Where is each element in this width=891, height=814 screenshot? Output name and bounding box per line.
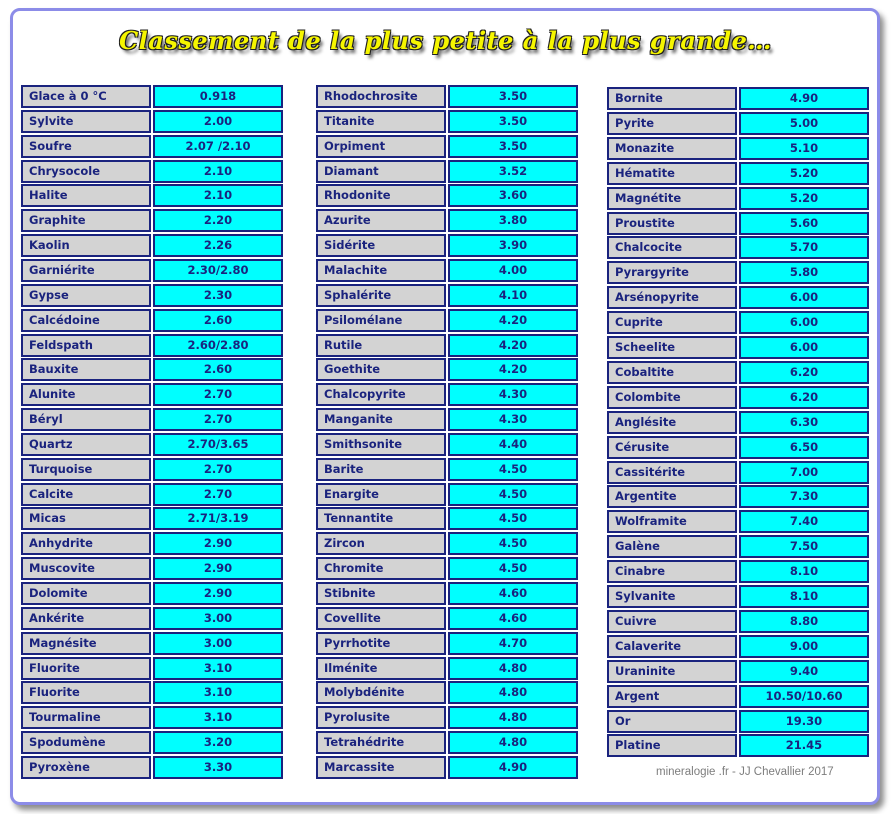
density-value-cell: 2.10	[153, 184, 283, 207]
table-row	[607, 461, 869, 484]
density-value-cell: 3.10	[153, 706, 283, 729]
table-row	[607, 187, 869, 210]
mineral-name-cell: Hématite	[607, 162, 737, 185]
density-value-cell: 5.20	[739, 187, 869, 210]
table-row	[21, 458, 283, 481]
mineral-name-cell: Covellite	[316, 607, 446, 630]
mineral-name-cell: Psilomélane	[316, 309, 446, 332]
density-value-cell: 2.07 /2.10	[153, 135, 283, 158]
mineral-name-cell: Magnésite	[21, 632, 151, 655]
density-value-cell: 4.50	[448, 458, 578, 481]
density-value-cell: 6.50	[739, 436, 869, 459]
table-row	[316, 408, 578, 431]
table-row	[316, 756, 578, 779]
density-value-cell: 3.52	[448, 160, 578, 183]
mineral-name-cell: Muscovite	[21, 557, 151, 580]
density-value-cell: 6.00	[739, 311, 869, 334]
mineral-name-cell: Alunite	[21, 383, 151, 406]
density-value-cell: 7.50	[739, 535, 869, 558]
table-row	[21, 607, 283, 630]
mineral-name-cell: Cobaltite	[607, 361, 737, 384]
table-row	[316, 657, 578, 680]
mineral-name-cell: Malachite	[316, 259, 446, 282]
mineral-name-cell: Marcassite	[316, 756, 446, 779]
table-row	[607, 585, 869, 608]
mineral-name-cell: Pyrite	[607, 112, 737, 135]
density-value-cell: 6.30	[739, 411, 869, 434]
density-value-cell: 4.50	[448, 507, 578, 530]
density-value-cell: 6.20	[739, 361, 869, 384]
mineral-name-cell: Goethite	[316, 358, 446, 381]
density-value-cell: 3.80	[448, 209, 578, 232]
mineral-name-cell: Magnétite	[607, 187, 737, 210]
mineral-name-cell: Tourmaline	[21, 706, 151, 729]
density-value-cell: 6.00	[739, 336, 869, 359]
density-value-cell: 3.50	[448, 85, 578, 108]
table-row	[316, 433, 578, 456]
density-value-cell: 4.30	[448, 408, 578, 431]
table-row	[21, 309, 283, 332]
table-row	[21, 259, 283, 282]
density-value-cell: 6.20	[739, 386, 869, 409]
mineral-name-cell: Cuprite	[607, 311, 737, 334]
density-value-cell: 8.10	[739, 585, 869, 608]
density-value-cell: 4.80	[448, 657, 578, 680]
table-row	[607, 212, 869, 235]
mineral-name-cell: Halite	[21, 184, 151, 207]
table-row	[21, 706, 283, 729]
density-value-cell: 9.00	[739, 635, 869, 658]
density-value-cell: 4.50	[448, 532, 578, 555]
table-row	[316, 160, 578, 183]
mineral-name-cell: Diamant	[316, 160, 446, 183]
density-value-cell: 4.30	[448, 383, 578, 406]
density-value-cell: 2.10	[153, 160, 283, 183]
table-row	[316, 532, 578, 555]
table-row	[316, 632, 578, 655]
density-value-cell: 5.60	[739, 212, 869, 235]
density-value-cell: 3.50	[448, 135, 578, 158]
table-row	[21, 657, 283, 680]
mineral-name-cell: Soufre	[21, 135, 151, 158]
mineral-name-cell: Micas	[21, 507, 151, 530]
table-row	[316, 582, 578, 605]
density-value-cell: 9.40	[739, 660, 869, 683]
table-row	[316, 85, 578, 108]
table-row	[607, 685, 869, 708]
density-value-cell: 3.60	[448, 184, 578, 207]
density-value-cell: 3.20	[153, 731, 283, 754]
mineral-name-cell: Monazite	[607, 137, 737, 160]
table-row	[21, 408, 283, 431]
table-row	[607, 311, 869, 334]
table-row	[21, 483, 283, 506]
mineral-name-cell: Sylvite	[21, 110, 151, 133]
mineral-name-cell: Quartz	[21, 433, 151, 456]
table-row	[607, 112, 869, 135]
mineral-name-cell: Glace à 0 °C	[21, 85, 151, 108]
page-title: Classement de la plus petite à la plus grande…	[119, 26, 772, 55]
table-row	[607, 261, 869, 284]
mineral-name-cell: Ankérite	[21, 607, 151, 630]
density-value-cell: 4.40	[448, 433, 578, 456]
mineral-name-cell: Argent	[607, 685, 737, 708]
density-value-cell: 5.00	[739, 112, 869, 135]
density-value-cell: 5.20	[739, 162, 869, 185]
mineral-name-cell: Wolframite	[607, 510, 737, 533]
table-row	[607, 137, 869, 160]
mineral-name-cell: Galène	[607, 535, 737, 558]
table-row	[21, 284, 283, 307]
mineral-name-cell: Colombite	[607, 386, 737, 409]
mineral-name-cell: Molybdénite	[316, 681, 446, 704]
density-value-cell: 2.60	[153, 358, 283, 381]
mineral-name-cell: Orpiment	[316, 135, 446, 158]
table-row	[607, 411, 869, 434]
mineral-name-cell: Graphite	[21, 209, 151, 232]
mineral-name-cell: Pyroxène	[21, 756, 151, 779]
mineral-name-cell: Or	[607, 710, 737, 733]
mineral-name-cell: Fluorite	[21, 657, 151, 680]
table-row	[316, 110, 578, 133]
table-row	[21, 234, 283, 257]
density-value-cell: 3.00	[153, 607, 283, 630]
density-value-cell: 2.26	[153, 234, 283, 257]
density-value-cell: 4.70	[448, 632, 578, 655]
mineral-name-cell: Béryl	[21, 408, 151, 431]
table-row	[607, 660, 869, 683]
table-row	[316, 731, 578, 754]
mineral-name-cell: Bornite	[607, 87, 737, 110]
mineral-name-cell: Platine	[607, 734, 737, 757]
mineral-name-cell: Rhodonite	[316, 184, 446, 207]
table-row	[607, 710, 869, 733]
density-value-cell: 7.00	[739, 461, 869, 484]
table-row	[21, 110, 283, 133]
credit-text: mineralogie .fr - JJ Chevallier 2017	[656, 766, 834, 778]
table-row	[607, 87, 869, 110]
mineral-name-cell: Proustite	[607, 212, 737, 235]
density-value-cell: 2.70	[153, 483, 283, 506]
density-value-cell: 4.60	[448, 607, 578, 630]
density-value-cell: 3.90	[448, 234, 578, 257]
mineral-name-cell: Calcédoine	[21, 309, 151, 332]
density-value-cell: 4.50	[448, 557, 578, 580]
mineral-name-cell: Titanite	[316, 110, 446, 133]
table-row	[21, 756, 283, 779]
density-value-cell: 0.918	[153, 85, 283, 108]
table-row	[21, 582, 283, 605]
table-row	[607, 386, 869, 409]
density-value-cell: 2.90	[153, 532, 283, 555]
table-row	[607, 361, 869, 384]
mineral-name-cell: Chalcocite	[607, 236, 737, 259]
table-row	[316, 259, 578, 282]
mineral-name-cell: Bauxite	[21, 358, 151, 381]
mineral-name-cell: Stibnite	[316, 582, 446, 605]
density-value-cell: 2.70/3.65	[153, 433, 283, 456]
table-row	[607, 635, 869, 658]
table-row	[316, 681, 578, 704]
density-value-cell: 2.90	[153, 582, 283, 605]
mineral-name-cell: Anhydrite	[21, 532, 151, 555]
mineral-name-cell: Turquoise	[21, 458, 151, 481]
density-value-cell: 3.30	[153, 756, 283, 779]
density-value-cell: 4.10	[448, 284, 578, 307]
mineral-name-cell: Tetrahédrite	[316, 731, 446, 754]
mineral-name-cell: Cérusite	[607, 436, 737, 459]
mineral-name-cell: Anglésite	[607, 411, 737, 434]
mineral-name-cell: Chalcopyrite	[316, 383, 446, 406]
density-value-cell: 4.20	[448, 309, 578, 332]
table-row	[316, 184, 578, 207]
table-row	[21, 85, 283, 108]
density-value-cell: 3.10	[153, 657, 283, 680]
mineral-name-cell: Cuivre	[607, 610, 737, 633]
density-value-cell: 5.10	[739, 137, 869, 160]
table-row	[316, 334, 578, 357]
mineral-name-cell: Ilménite	[316, 657, 446, 680]
table-row	[21, 681, 283, 704]
density-value-cell: 5.70	[739, 236, 869, 259]
density-value-cell: 2.90	[153, 557, 283, 580]
table-row	[607, 436, 869, 459]
mineral-name-cell: Chromite	[316, 557, 446, 580]
mineral-name-cell: Sphalérite	[316, 284, 446, 307]
density-value-cell: 4.60	[448, 582, 578, 605]
mineral-name-cell: Arsénopyrite	[607, 286, 737, 309]
mineral-name-cell: Gypse	[21, 284, 151, 307]
mineral-name-cell: Argentite	[607, 485, 737, 508]
mineral-name-cell: Fluorite	[21, 681, 151, 704]
table-row	[316, 483, 578, 506]
mineral-name-cell: Cinabre	[607, 560, 737, 583]
table-row	[316, 284, 578, 307]
table-row	[316, 607, 578, 630]
table-row	[316, 209, 578, 232]
table-row	[21, 731, 283, 754]
mineral-name-cell: Azurite	[316, 209, 446, 232]
density-value-cell: 4.80	[448, 706, 578, 729]
table-row	[316, 458, 578, 481]
mineral-name-cell: Enargite	[316, 483, 446, 506]
table-row	[607, 162, 869, 185]
table-row	[21, 160, 283, 183]
density-value-cell: 4.20	[448, 358, 578, 381]
mineral-name-cell: Calcite	[21, 483, 151, 506]
density-value-cell: 2.60	[153, 309, 283, 332]
table-row	[607, 510, 869, 533]
mineral-name-cell: Rhodochrosite	[316, 85, 446, 108]
mineral-name-cell: Chrysocole	[21, 160, 151, 183]
table-row	[21, 135, 283, 158]
density-value-cell: 7.40	[739, 510, 869, 533]
mineral-name-cell: Zircon	[316, 532, 446, 555]
density-value-cell: 5.80	[739, 261, 869, 284]
density-value-cell: 4.80	[448, 731, 578, 754]
mineral-name-cell: Pyrrhotite	[316, 632, 446, 655]
density-value-cell: 6.00	[739, 286, 869, 309]
mineral-name-cell: Sylvanite	[607, 585, 737, 608]
density-value-cell: 2.30/2.80	[153, 259, 283, 282]
mineral-name-cell: Rutile	[316, 334, 446, 357]
density-value-cell: 4.50	[448, 483, 578, 506]
density-value-cell: 4.80	[448, 681, 578, 704]
table-row	[607, 336, 869, 359]
density-value-cell: 4.90	[448, 756, 578, 779]
table-row	[21, 358, 283, 381]
table-row	[21, 433, 283, 456]
mineral-name-cell: Smithsonite	[316, 433, 446, 456]
mineral-name-cell: Uraninite	[607, 660, 737, 683]
density-value-cell: 2.70	[153, 408, 283, 431]
density-value-cell: 8.80	[739, 610, 869, 633]
table-row	[21, 532, 283, 555]
table-row	[21, 184, 283, 207]
table-row	[316, 358, 578, 381]
mineral-name-cell: Pyrolusite	[316, 706, 446, 729]
table-row	[21, 209, 283, 232]
density-value-cell: 3.50	[448, 110, 578, 133]
density-value-cell: 4.90	[739, 87, 869, 110]
table-row	[21, 557, 283, 580]
mineral-name-cell: Garniérite	[21, 259, 151, 282]
density-value-cell: 4.20	[448, 334, 578, 357]
density-value-cell: 2.60/2.80	[153, 334, 283, 357]
table-row	[316, 383, 578, 406]
table-row	[316, 234, 578, 257]
table-row	[607, 734, 869, 757]
density-value-cell: 21.45	[739, 734, 869, 757]
density-value-cell: 2.70	[153, 458, 283, 481]
table-row	[316, 706, 578, 729]
mineral-name-cell: Barite	[316, 458, 446, 481]
table-row	[316, 507, 578, 530]
density-value-cell: 10.50/10.60	[739, 685, 869, 708]
mineral-name-cell: Dolomite	[21, 582, 151, 605]
density-value-cell: 7.30	[739, 485, 869, 508]
mineral-name-cell: Tennantite	[316, 507, 446, 530]
mineral-name-cell: Feldspath	[21, 334, 151, 357]
mineral-name-cell: Calaverite	[607, 635, 737, 658]
density-value-cell: 2.70	[153, 383, 283, 406]
density-value-cell: 19.30	[739, 710, 869, 733]
mineral-name-cell: Scheelite	[607, 336, 737, 359]
mineral-name-cell: Sidérite	[316, 234, 446, 257]
mineral-name-cell: Cassitérite	[607, 461, 737, 484]
table-row	[316, 309, 578, 332]
density-value-cell: 4.00	[448, 259, 578, 282]
table-row	[607, 560, 869, 583]
table-row	[21, 632, 283, 655]
density-value-cell: 3.00	[153, 632, 283, 655]
density-value-cell: 2.71/3.19	[153, 507, 283, 530]
density-value-cell: 8.10	[739, 560, 869, 583]
table-row	[21, 383, 283, 406]
table-row	[607, 485, 869, 508]
table-row	[607, 236, 869, 259]
density-value-cell: 2.20	[153, 209, 283, 232]
table-row	[607, 286, 869, 309]
mineral-name-cell: Kaolin	[21, 234, 151, 257]
density-value-cell: 2.00	[153, 110, 283, 133]
table-row	[607, 610, 869, 633]
table-row	[316, 135, 578, 158]
table-row	[607, 535, 869, 558]
table-row	[21, 507, 283, 530]
table-row	[21, 334, 283, 357]
mineral-name-cell: Spodumène	[21, 731, 151, 754]
mineral-name-cell: Pyrargyrite	[607, 261, 737, 284]
table-row	[316, 557, 578, 580]
density-value-cell: 2.30	[153, 284, 283, 307]
density-value-cell: 3.10	[153, 681, 283, 704]
mineral-name-cell: Manganite	[316, 408, 446, 431]
